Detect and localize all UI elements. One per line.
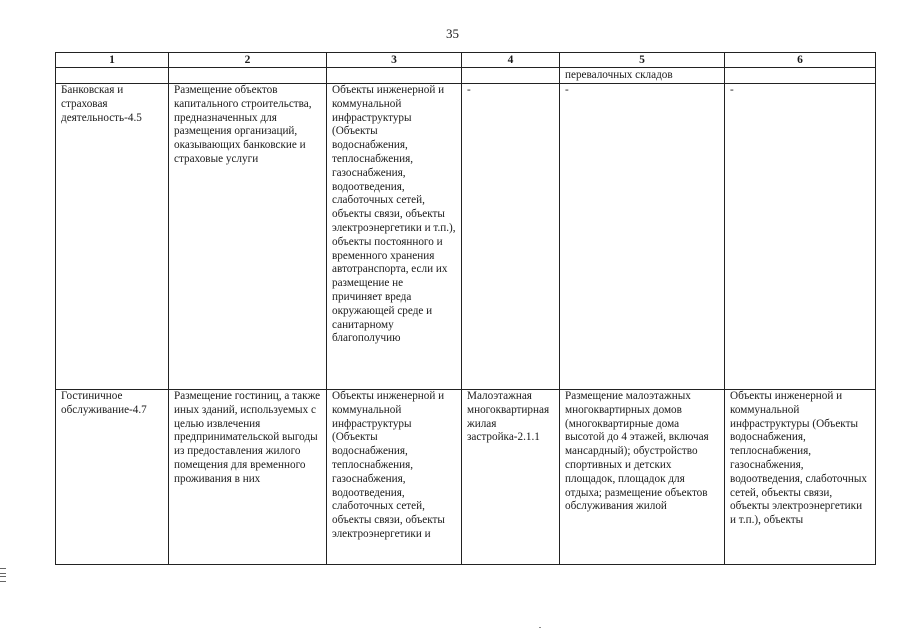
column-header-4: 4: [462, 53, 560, 68]
table-cell: [56, 68, 169, 84]
table-cell: [169, 68, 327, 84]
table-cell-description: Размещение гостиниц, а также иных зданий, используемых с целью извлечения предпринимательской выгоды из предоставления жилого помещения для временного проживания в них: [169, 390, 327, 565]
page-number: 35: [446, 26, 459, 41]
table-cell-conditional-use: -: [462, 84, 560, 390]
table-cell-use-type: Гостиничное обслуживание-4.7: [56, 390, 169, 565]
column-header-3: 3: [327, 53, 462, 68]
table-cell-conditional-description: Размещение малоэтажных многоквартирных домов (многоквартирные дома высотой до 4 этажей, включая мансардный); обустройство спортивных и детских площадок, площадок для отдыха; размещение объектов обслуживания жилой: [560, 390, 725, 565]
scan-speck: [539, 627, 541, 628]
table-cell-conditional-auxiliary: -: [725, 84, 876, 390]
table-cell: перевалочных складов: [560, 68, 725, 84]
table-row: [56, 390, 876, 565]
column-header-1: 1: [56, 53, 169, 68]
column-header-6: 6: [725, 53, 876, 68]
table-cell: [725, 68, 876, 84]
table-row: [56, 84, 876, 390]
table-cell: [462, 68, 560, 84]
column-header-2: 2: [169, 53, 327, 68]
scan-margin-mark: [0, 568, 6, 582]
table-cell-use-type: Банковская и страховая деятельность-4.5: [56, 84, 169, 390]
table-cell: [327, 68, 462, 84]
header-row: [56, 53, 876, 68]
zoning-table: [55, 52, 876, 565]
table-cell-conditional-description: -: [560, 84, 725, 390]
table-cell-auxiliary-uses: Объекты инженерной и коммунальной инфраструктуры (Объекты водоснабжения, теплоснабжения, газоснабжения, водоотведения, слаботочных сетей, объекты связи, объекты электроэнергетики и: [327, 390, 462, 565]
column-header-5: 5: [560, 53, 725, 68]
table-cell-description: Размещение объектов капитального строительства, предназначенных для размещения организаций, оказывающих банковские и страховые услуги: [169, 84, 327, 390]
table-cell-auxiliary-uses: Объекты инженерной и коммунальной инфраструктуры (Объекты водоснабжения, теплоснабжения, газоснабжения, водоотведения, слаботочных сетей, объекты связи, объекты электроэнергетики и т.п.), объекты постоянного и временного хранения автотранспорта, если их размещение не причиняет вреда окружающей среде и санитарному благополучию: [327, 84, 462, 390]
continuation-row: [56, 68, 876, 84]
table-cell-conditional-use: Малоэтажная многоквартирная жилая застройка-2.1.1: [462, 390, 560, 565]
table-cell-conditional-auxiliary: Объекты инженерной и коммунальной инфраструктуры (Объекты водоснабжения, теплоснабжения, газоснабжения, водоотведения, слаботочных сетей, объекты связи, объекты электроэнергетики и т.п.), объекты: [725, 390, 876, 565]
